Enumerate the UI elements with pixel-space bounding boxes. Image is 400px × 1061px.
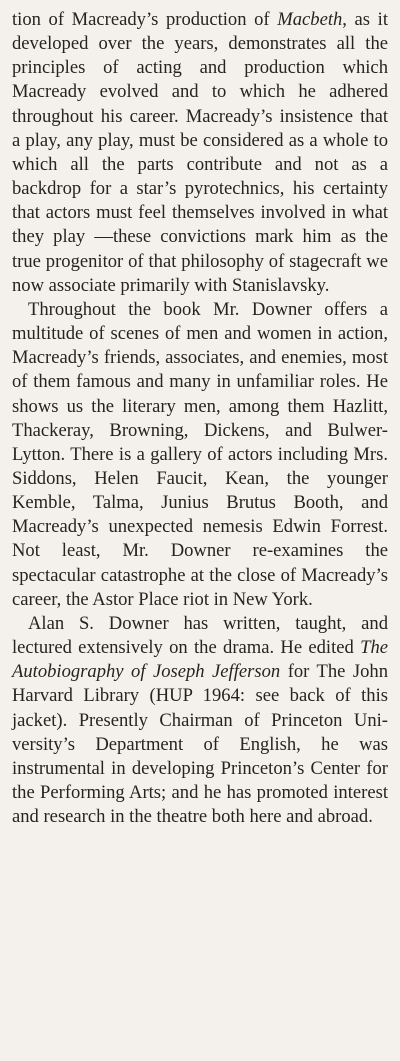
paragraph-3-text-2: for The John Harvard Library (HUP 1964: see back of this jacket). Presently Chairman of Princeton University’s Department of English, he was instrumental in developing Princeton’s Center for the Performing Arts; and he has promoted interest and research in the theatre both here and abroad. <box>12 661 389 828</box>
paragraph-macbeth-production <box>12 8 388 298</box>
jacket-copy <box>12 8 388 829</box>
macbeth-title: Macbeth <box>277 9 343 30</box>
paragraph-1-text-1: tion of Macready’s production of <box>12 9 278 30</box>
paragraph-2-text: Throughout the book Mr. Downer offers a multitude of scenes of men and women in action, Macready’s friends, associates, and enemies, most of them famous and many in unfamiliar roles. He shows us the literary men, among them Hazlitt, Thackeray, Browning, Dickens, and Bulwer-Lytton. There is a gallery of actors including Mrs. Siddons, Helen Faucit, Kean, the younger Kemble, Talma, Junius Brutus Booth, and Macready’s unexpected nemesis Edwin Forrest. Not least, Mr. Downer re-examines the spectacular catastrophe at the close of Macready’s career, the Astor Place riot in New York. <box>12 298 388 610</box>
paragraph-3-text-1: Alan S. Downer has written, taught, and lectured extensively on the drama. He edited <box>12 612 388 659</box>
paragraph-downer-scenes <box>12 298 388 612</box>
paragraph-author-bio <box>12 612 388 829</box>
autobiography-title: The Autobiography of Joseph Jefferson <box>12 637 388 683</box>
paragraph-1-text-2: , as it developed over the years, demonstrates all the principles of acting and production which Macready evolved and to which he adhered throughout his career. Macready’s insistence that a play, any play, must be considered as a whole to which all the parts contribute and not as a backdrop for a star’s pyrotechnics, his certainty that actors must feel themselves involved in what they play —these convictions mark him as the true progenitor of that philosophy of stagecraft we now associate primarily with Stanislavsky. <box>12 9 388 296</box>
